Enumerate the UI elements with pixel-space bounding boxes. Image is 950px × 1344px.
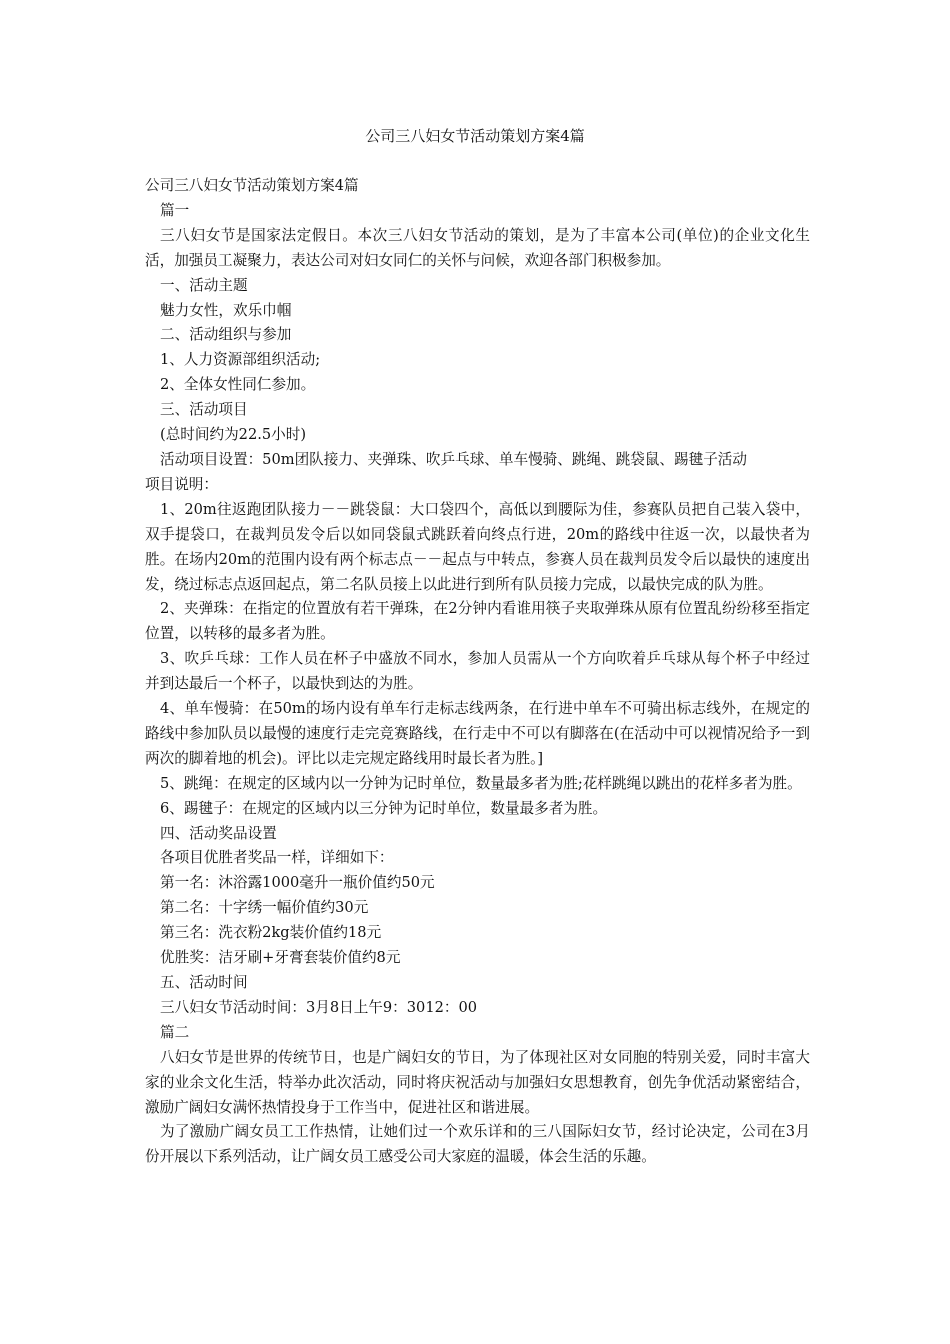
paragraph: 2、夹弹珠：在指定的位置放有若干弹珠，在2分钟内看谁用筷子夹取弹珠从原有位置乱纷纷移至指定位置，以转移的最多者为胜。: [145, 600, 810, 643]
paragraph: 优胜奖：洁牙刷+牙膏套装价值约8元: [160, 949, 401, 967]
paragraph: 为了激励广阔女员工工作热情，让她们过一个欢乐详和的三八国际妇女节，经讨论决定，公司在3月份开展以下系列活动，让广阔女员工感受公司大家庭的温暖，体会生活的乐趣。: [145, 1123, 810, 1166]
paragraph: 魅力女性，欢乐巾帼: [160, 301, 292, 319]
paragraph: 八妇女节是世界的传统节日，也是广阔妇女的节日，为了体现社区对女同胞的特别关爱，同时丰富大家的业余文化生活，特举办此次活动，同时将庆祝活动与加强妇女思想教育，创先争优活动紧密结合，激励广阔妇女满怀热情投身于工作当中，促进社区和谐进展。: [145, 1048, 810, 1116]
paragraph: 项目说明：: [145, 475, 218, 493]
paragraph: 二、活动组织与参加: [160, 326, 292, 344]
paragraph: 2、全体女性同仁参加。: [160, 376, 316, 394]
paragraph: 第三名：洗衣粉2kg装价值约18元: [160, 924, 382, 942]
paragraph: 活动项目设置：50m团队接力、夹弹珠、吹乒乓球、单车慢骑、跳绳、跳袋鼠、踢毽子活动: [160, 450, 747, 468]
paragraph: 篇一: [160, 201, 190, 219]
document-body: [145, 174, 810, 1170]
paragraph: 篇二: [160, 1023, 190, 1041]
paragraph: 1、20m往返跑团队接力－－跳袋鼠：大口袋四个，高低以到腰际为佳，参赛队员把自己装入袋中，双手提袋口，在裁判员发令后以如同袋鼠式跳跃着向终点行进，20m的路线中往返一次，以最快者为胜。在场内20m的范围内设有两个标志点－－起点与中转点，参赛人员在裁判员发令后以最快的速度出发，绕过标志点返回起点，第二名队员接上以此进行到所有队员接力完成，以最快完成的队为胜。: [145, 500, 810, 593]
paragraph: 一、活动主题: [160, 276, 248, 294]
document-title: 公司三八妇女节活动策划方案4篇: [365, 127, 585, 145]
paragraph: 6、踢毽子：在规定的区域内以三分钟为记时单位，数量最多者为胜。: [160, 799, 608, 817]
paragraph: 第一名：沐浴露1000毫升一瓶价值约50元: [160, 874, 435, 892]
paragraph: 1、人力资源部组织活动;: [160, 351, 321, 369]
paragraph: 五、活动时间: [160, 974, 248, 991]
paragraph: 公司三八妇女节活动策划方案4篇: [145, 177, 359, 194]
paragraph: 各项目优胜者奖品一样，详细如下：: [160, 849, 394, 867]
paragraph: 四、活动奖品设置: [160, 824, 277, 842]
paragraph: 3、吹乒乓球：工作人员在杯子中盛放不同水，参加人员需从一个方向吹着乒乓球从每个杯子中经过并到达最后一个杯子，以最快到达的为胜。: [145, 650, 810, 693]
paragraph: 三、活动项目: [160, 401, 248, 419]
paragraph: 三八妇女节是国家法定假日。本次三八妇女节活动的策划，是为了丰富本公司(单位)的企业文化生活，加强员工凝聚力，表达公司对妇女同仁的关怀与问候，欢迎各部门积极参加。: [145, 226, 810, 269]
paragraph: 4、单车慢骑：在50m的场内设有单车行走标志线两条，在行进中单车不可骑出标志线外，在规定的路线中参加队员以最慢的速度行走完竞赛路线，在行走中不可以有脚落在(在活动中可以视情况给予一到两次的脚着地的机会)。评比以走完规定路线用时最长者为胜。]: [145, 700, 810, 767]
paragraph: 第二名：十字绣一幅价值约30元: [160, 899, 369, 917]
paragraph: (总时间约为22.5小时): [160, 426, 307, 444]
paragraph: 三八妇女节活动时间：3月8日上午9：3012：00: [160, 998, 478, 1016]
paragraph: 5、跳绳：在规定的区域内以一分钟为记时单位，数量最多者为胜;花样跳绳以跳出的花样多者为胜。: [160, 774, 802, 792]
